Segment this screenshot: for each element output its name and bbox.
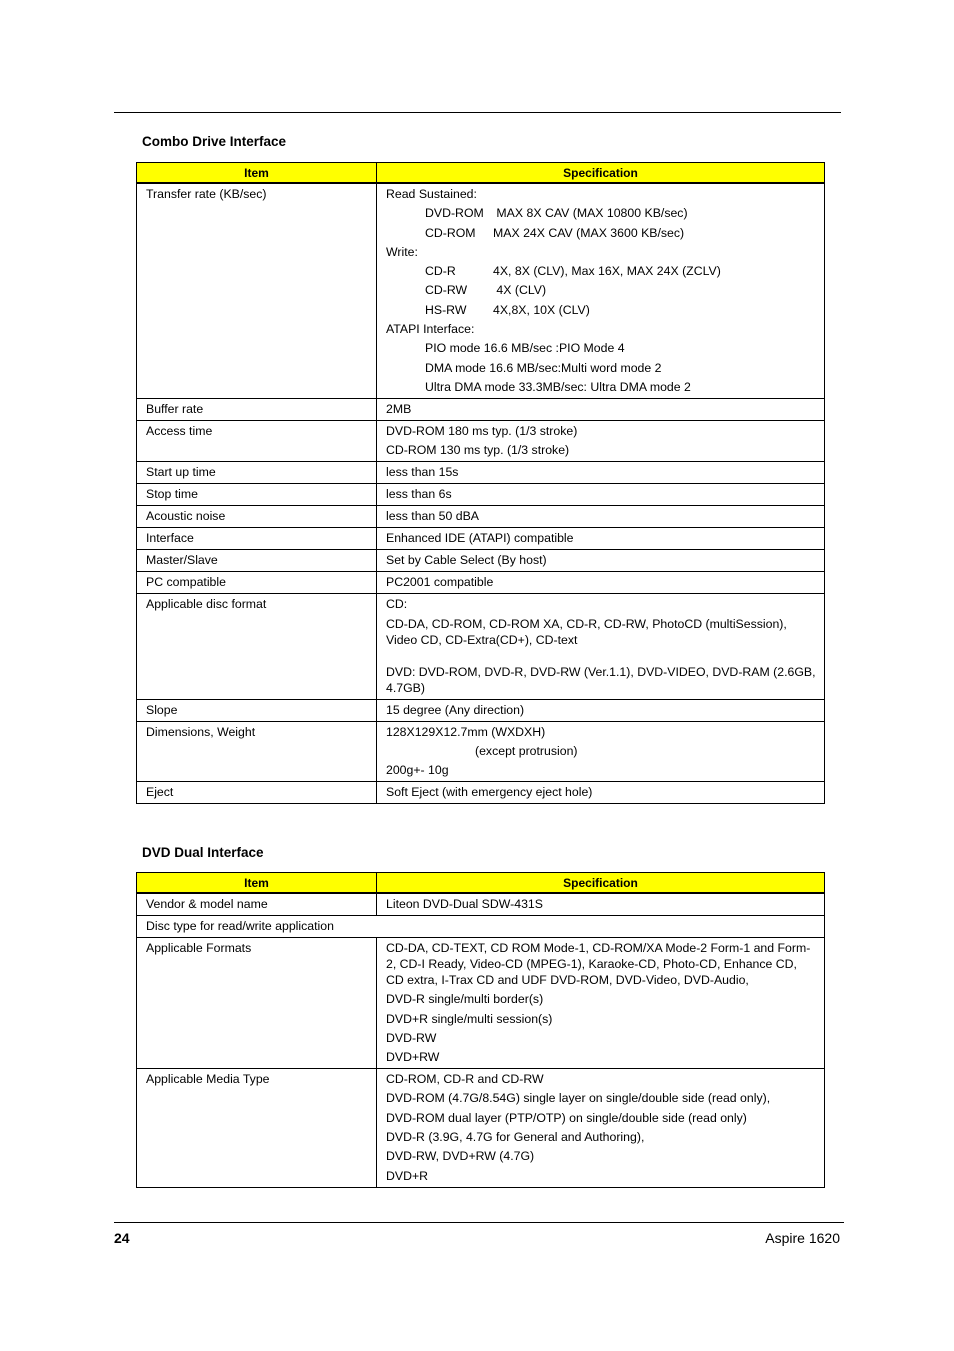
item-cell: PC compatible	[137, 572, 377, 594]
spec-line: DMA mode 16.6 MB/sec:Multi word mode 2	[425, 360, 662, 375]
item-cell: Interface	[137, 528, 377, 550]
spec-cell: Liteon DVD-Dual SDW-431S	[377, 893, 825, 916]
spec-line: DVD+R	[386, 1168, 429, 1183]
item-cell: Start up time	[137, 462, 377, 484]
item-cell: Applicable disc format	[137, 594, 377, 699]
dvd-dual-table	[136, 872, 825, 1188]
table-row	[137, 1069, 825, 1187]
spec-line: DVD: DVD-ROM, DVD-R, DVD-RW (Ver.1.1), DVD-VIDEO, DVD-RAM (2.6GB, 4.7GB)	[386, 664, 816, 695]
item-cell: Eject	[137, 782, 377, 804]
spec-line: Ultra DMA mode 33.3MB/sec: Ultra DMA mode 2	[425, 379, 691, 394]
column-header-item: Item	[137, 873, 377, 894]
spec-cell	[377, 938, 825, 1069]
spec-line: 200g+- 10g	[386, 763, 449, 778]
spec-cell	[377, 721, 825, 782]
item-cell: Dimensions, Weight	[137, 721, 377, 782]
spec-line: DVD-R (3.9G, 4.7G for General and Authoring),	[386, 1130, 645, 1145]
table-row	[137, 916, 825, 938]
spec-line	[386, 302, 818, 318]
spec-line: 128X129X12.7mm (WXDXH)	[386, 724, 546, 739]
column-header-item: Item	[137, 163, 377, 184]
spec-value: 4X,8X, 10X (CLV)	[493, 302, 590, 317]
spec-line: CD-DA, CD-ROM, CD-ROM XA, CD-R, CD-RW, PhotoCD (multiSession), Video CD, CD-Extra(CD+), CD-text	[386, 616, 787, 647]
spec-line	[386, 225, 818, 241]
spec-line: CD:	[386, 597, 408, 612]
item-cell: Slope	[137, 699, 377, 721]
spec-label: HS-RW	[425, 302, 467, 317]
spec-value: MAX 24X CAV (MAX 3600 KB/sec)	[493, 225, 685, 240]
spec-value: 4X, 8X (CLV), Max 16X, MAX 24X (ZCLV)	[493, 264, 721, 279]
spec-cell	[377, 420, 825, 461]
spec-cell: Enhanced IDE (ATAPI) compatible	[377, 528, 825, 550]
spec-label: DVD-ROM	[425, 206, 484, 221]
spec-cell: Soft Eject (with emergency eject hole)	[377, 782, 825, 804]
spec-line: DVD+R single/multi session(s)	[386, 1011, 553, 1026]
column-header-specification: Specification	[377, 873, 825, 894]
spec-line: DVD-RW, DVD+RW (4.7G)	[386, 1149, 535, 1164]
item-cell: Access time	[137, 420, 377, 461]
spec-line	[386, 263, 818, 279]
table-row	[137, 462, 825, 484]
table-row	[137, 594, 825, 699]
table-row	[137, 398, 825, 420]
item-cell: Stop time	[137, 484, 377, 506]
table-row	[137, 721, 825, 782]
table-row	[137, 484, 825, 506]
item-cell: Acoustic noise	[137, 506, 377, 528]
spec-line	[386, 282, 818, 298]
table-row	[137, 528, 825, 550]
spec-line: DVD+RW	[386, 1050, 440, 1065]
spec-cell: PC2001 compatible	[377, 572, 825, 594]
item-cell: Master/Slave	[137, 550, 377, 572]
item-cell: Applicable Media Type	[137, 1069, 377, 1187]
spec-line: CD-ROM 130 ms typ. (1/3 stroke)	[386, 443, 570, 458]
spec-line: Write:	[386, 244, 418, 259]
column-header-specification: Specification	[377, 163, 825, 184]
spec-cell	[377, 1069, 825, 1187]
table-header-row	[137, 873, 825, 894]
combo-section-title: Combo Drive Interface	[142, 134, 287, 149]
spec-cell: Set by Cable Select (By host)	[377, 550, 825, 572]
spec-line: DVD-ROM (4.7G/8.54G) single layer on single/double side (read only),	[386, 1091, 771, 1106]
spec-label: CD-ROM	[425, 225, 476, 240]
header-rule	[114, 112, 841, 113]
item-cell: Buffer rate	[137, 398, 377, 420]
item-cell: Disc type for read/write application	[137, 916, 825, 938]
spec-cell: 15 degree (Any direction)	[377, 699, 825, 721]
spec-line: DVD-ROM dual layer (PTP/OTP) on single/double side (read only)	[386, 1110, 747, 1125]
table-row	[137, 420, 825, 461]
dvd-section-title: DVD Dual Interface	[142, 845, 264, 860]
blank-line	[386, 648, 818, 664]
table-row	[137, 782, 825, 804]
spec-line: DVD-R single/multi border(s)	[386, 992, 544, 1007]
spec-cell: less than 15s	[377, 462, 825, 484]
spec-line: ATAPI Interface:	[386, 322, 475, 337]
table-row	[137, 572, 825, 594]
table-header-row	[137, 163, 825, 184]
spec-line	[386, 205, 818, 221]
spec-line: DVD-ROM 180 ms typ. (1/3 stroke)	[386, 423, 578, 438]
table-row	[137, 699, 825, 721]
spec-label: CD-R	[425, 264, 456, 279]
spec-label: CD-RW	[425, 283, 468, 298]
spec-line: Read Sustained:	[386, 187, 477, 201]
spec-cell: 2MB	[377, 398, 825, 420]
spec-line: CD-ROM, CD-R and CD-RW	[386, 1072, 544, 1087]
footer-rule	[114, 1222, 844, 1223]
item-cell: Applicable Formats	[137, 938, 377, 1069]
item-cell: Vendor & model name	[137, 893, 377, 916]
spec-line: PIO mode 16.6 MB/sec :PIO Mode 4	[425, 341, 625, 356]
spec-value: 4X (CLV)	[493, 283, 547, 298]
spec-line: DVD-RW	[386, 1030, 437, 1045]
page-number: 24	[114, 1230, 130, 1246]
table-row	[137, 506, 825, 528]
item-cell: Transfer rate (KB/sec)	[137, 183, 377, 398]
combo-drive-table	[136, 162, 825, 804]
spec-value: MAX 8X CAV (MAX 10800 KB/sec)	[493, 206, 688, 221]
table-row	[137, 893, 825, 916]
spec-cell	[377, 594, 825, 699]
product-name: Aspire 1620	[765, 1230, 840, 1246]
spec-cell	[377, 183, 825, 398]
spec-cell: less than 50 dBA	[377, 506, 825, 528]
table-row	[137, 183, 825, 398]
table-row	[137, 938, 825, 1069]
spec-line: (except protrusion)	[475, 743, 578, 758]
spec-cell: less than 6s	[377, 484, 825, 506]
spec-line: CD-DA, CD-TEXT, CD ROM Mode-1, CD-ROM/XA Mode-2 Form-1 and Form-2, CD-I Ready, Video-CD (MPEG-1), Karaoke-CD, Photo-CD, Enhance CD, CD extra, I-Trax CD and UDF DVD-ROM, DVD-Video, DVD-Audio,	[386, 941, 811, 987]
table-row	[137, 550, 825, 572]
